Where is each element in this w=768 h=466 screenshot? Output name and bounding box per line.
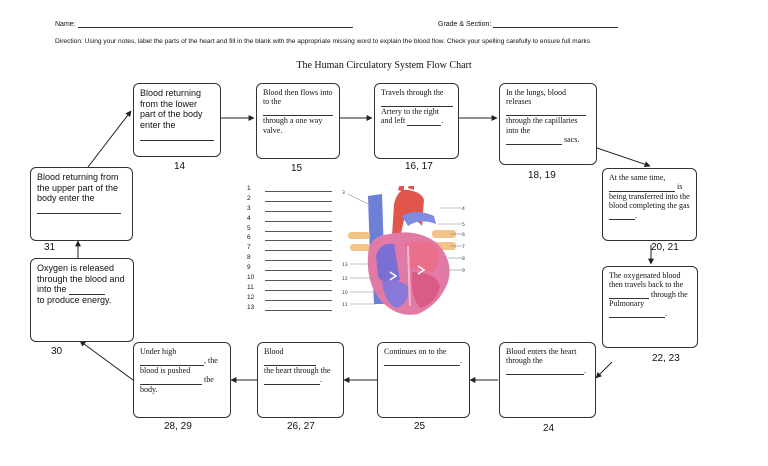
box-number-25: 25 [414, 421, 426, 432]
flow-box-16-17: Travels through the Artery to the right and left . [374, 83, 459, 159]
svg-text:6: 6 [462, 233, 465, 238]
pulmonary-vein-left [348, 232, 370, 239]
svg-text:5: 5 [462, 223, 465, 228]
box-number-20-21: 20, 21 [651, 242, 679, 253]
label-row[interactable]: 6 [247, 234, 332, 244]
answer-blank-16[interactable] [381, 99, 453, 107]
pulmonary-artery-shape [402, 212, 436, 226]
box-number-30: 30 [51, 346, 63, 357]
box-number-22-23: 22, 23 [652, 353, 680, 364]
label-row[interactable]: 4 [247, 215, 332, 225]
svg-text:3: 3 [342, 191, 345, 196]
svg-text:9: 9 [462, 269, 465, 274]
answer-blank-22[interactable] [609, 291, 649, 299]
answer-blank-26[interactable] [264, 358, 316, 366]
heart-label-list [247, 185, 332, 314]
flow-box-14: Blood returning from the lower part of the body enter the [133, 83, 221, 157]
label-row[interactable]: 5 [247, 225, 332, 235]
flow-box-15: Blood then flows into to the through a one way valve. [256, 83, 340, 159]
box-number-15: 15 [291, 163, 303, 174]
label-row[interactable]: 10 [247, 274, 332, 284]
label-row[interactable]: 8 [247, 254, 332, 264]
arrow-31-14 [88, 111, 131, 167]
flow-box-20-21: At the same time, is being transferred into the blood completing the gas . [602, 168, 697, 241]
box-number-24: 24 [543, 423, 555, 434]
grade-label: Grade & Section: [438, 21, 492, 28]
box-number-18-19: 18, 19 [528, 170, 556, 181]
answer-blank-27[interactable] [264, 377, 320, 385]
answer-blank-18[interactable] [506, 108, 586, 116]
box-number-14: 14 [174, 161, 186, 172]
answer-blank-20[interactable] [609, 184, 675, 192]
flow-box-25: Continues on to the . [377, 342, 470, 418]
answer-blank-15[interactable] [263, 108, 333, 116]
answer-blank-21[interactable] [609, 212, 635, 220]
label-row[interactable]: 1 [247, 185, 332, 195]
svg-text:8: 8 [462, 257, 465, 262]
answer-blank-17[interactable] [407, 118, 441, 126]
label-row[interactable]: 12 [247, 294, 332, 304]
svg-text:13: 13 [342, 263, 348, 268]
arrow-28-30 [80, 341, 133, 380]
svg-text:4: 4 [462, 207, 465, 212]
heart-diagram [338, 186, 476, 321]
answer-blank-29[interactable] [140, 377, 202, 385]
flow-box-24: Blood enters the heart through the . [499, 342, 596, 418]
flow-box-22-23: The oxygenated blood then travels back to the through the Pulmonary . [602, 266, 698, 348]
flow-box-26-27: Blood the heart through the . [257, 342, 344, 418]
flow-box-31: Blood returning from the upper part of the body enter the [30, 167, 133, 241]
direction-text: Direction: Using your notes, label the parts of the heart and fill in the blank with the appropriate missing word to explain the blood flow. Check your spelling carefully to ensure full marks [55, 38, 591, 45]
answer-blank-31[interactable] [37, 206, 121, 214]
answer-blank-19[interactable] [506, 137, 562, 145]
box-number-28-29: 28, 29 [164, 421, 192, 432]
answer-blank-14[interactable] [140, 133, 214, 141]
box-number-26-27: 26, 27 [287, 421, 315, 432]
flow-box-28-29: Under high , the blood is pushed the body. [133, 342, 231, 418]
arrow-22-24 [596, 362, 612, 378]
svg-text:7: 7 [462, 245, 465, 250]
svg-text:12: 12 [342, 277, 348, 282]
flow-box-30: Oxygen is released through the blood and into the to produce energy. [30, 258, 134, 342]
answer-blank-28[interactable] [140, 358, 204, 366]
name-label: Name: [55, 21, 76, 28]
label-row[interactable]: 9 [247, 264, 332, 274]
answer-blank-24[interactable] [506, 367, 584, 375]
label-row[interactable]: 11 [247, 284, 332, 294]
page-title: The Human Circulatory System Flow Chart [296, 60, 472, 71]
answer-blank-23[interactable] [609, 310, 665, 318]
label-row[interactable]: 2 [247, 195, 332, 205]
arrow-18-20 [597, 148, 650, 166]
label-row[interactable]: 7 [247, 244, 332, 254]
svg-text:10: 10 [342, 291, 348, 296]
box-number-16-17: 16, 17 [405, 161, 433, 172]
flow-box-18-19: In the lungs, blood releases through the capillaries into the sacs. [499, 83, 597, 165]
answer-blank-30[interactable] [69, 287, 105, 295]
answer-blank-25[interactable] [384, 358, 460, 366]
label-row[interactable]: 13 [247, 304, 332, 314]
label-row[interactable]: 3 [247, 205, 332, 215]
svg-text:11: 11 [342, 303, 348, 308]
box-number-31: 31 [44, 242, 56, 253]
